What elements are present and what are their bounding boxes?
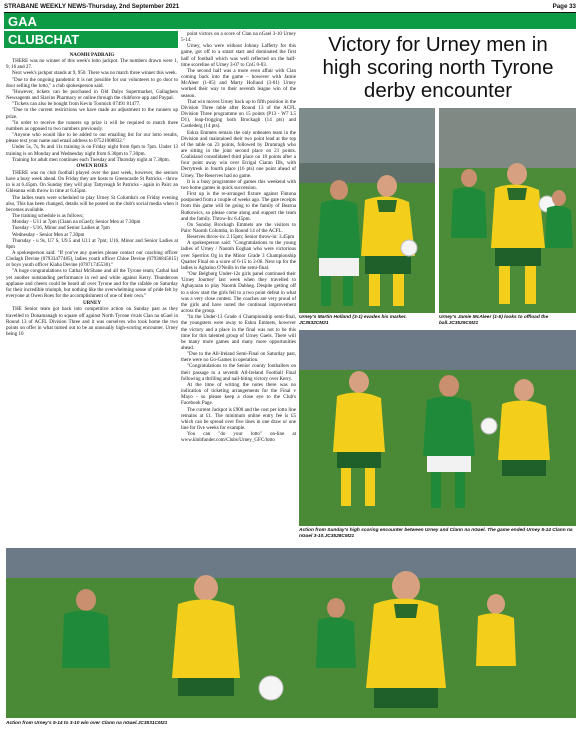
column-paragraph: Monday - U11 at 7pm (Clann na nGael); Senior Men at 7.30pm <box>12 219 141 226</box>
column-paragraph: Reserves throw-in: 2.15pm; Senior throw-in: 3.45pm <box>187 234 295 241</box>
column-paragraph: A spokesperson said: "Congratulations to the young ladies of Urney / Naomh Eoghan who were victorious over Sperrins Og in the Minor Grade 3 Championship Quarter Final on a score of 6-15 to 2-06. Next up for the ladies is Aghaloo O'Neills in the semi-final. <box>181 240 296 271</box>
caption-photo1: Urney's Martin Holland (3-1) evades his marker. JC3532CM21 <box>299 315 407 326</box>
headline-line: Victory for Urney men in <box>328 33 548 56</box>
column-paragraph: THE Senior team got back into competitive action on Sunday past as they travelled to Donamanagh to square off against North Tyrone rivals Clan na nGael in Round 13 of ACFL Division Three and it was ourselves who took home the two points on offer in what turned out to be an unusually high-scoring encounter. Urney being 10 <box>6 306 178 338</box>
column-paragraph: "A huge congratulations to Cathal McShane and all the Tyrone team; Cathal had yet another outstanding performance in red and white against Kerry. Thunderous applause and cheers could be heard all over Tyrone and for the rafalde on Saturday for their incredible triumph, but nothing like the overwhelming sense of pride felt by everyone at Owen Roes for the accomplishment of one of their own." <box>6 268 178 300</box>
column-paragraph: Urney, who were without Johnny Lafferty for this game, got off to a smart start and dominated the first half of football which was well reflected on the half-time scoreline of Urney 3-07 to CnG 0-03. <box>181 43 296 68</box>
column-paragraph: "In order to receive the runners up prize it will be required to match three numbers as opposed to two numbers previously. <box>6 119 178 132</box>
column-paragraph: The ladies team were scheduled to play Urney St Columba's on Friday evening also, This has been changed, details will be posted on the club's social media when it becomes available. <box>6 194 178 213</box>
column-two <box>181 31 296 498</box>
headline-line: derby encounter <box>363 79 513 102</box>
photo-action-wide <box>6 548 576 718</box>
column-paragraph: "Due to the All-Ireland Semi-Final on Saturday past, there were no Go-Games in operation. <box>181 351 296 364</box>
column-paragraph: "Congratulations to the Senior county footballers on their passage to a seventh All-Ireland Football Final following a thrilling and nail-biting victory over Kerry. <box>181 363 296 382</box>
column-paragraph: "However, tickets can be purchased in Old Dalys Supermarket, Gallaghers Newsagents and Slavins Pharmacy or online through the clubforce app and Paypal. <box>6 88 178 102</box>
column-paragraph: At the time of writing the notes there was no indication of ticketing arrangements for the Final v Mayo - so please keep a close eye to the Club's Facebook Page. <box>181 381 296 407</box>
column-paragraph: On Sunday Brockagh Emmets are the visitors to Pairc Naomh Columba, in Round 14 of the ACFL. <box>181 221 296 234</box>
column-paragraph: You can "do your lotto" on-line at www.klubfunder.com/Clubs/Urney_GFC/lotto <box>181 431 296 444</box>
column-paragraph: "Due to the current restrictions we have made an adjustment to the runners up prize. <box>6 107 178 120</box>
publication-line: STRABANE WEEKLY NEWS-Thursday, 2nd September 2021 <box>4 3 180 10</box>
photo-action-urney-clann <box>299 330 576 526</box>
page-number: Page 33 <box>552 3 576 10</box>
column-one <box>6 51 178 634</box>
caption-photo4: Action from Urney's 5-14 to 3-10 win over Clann na nGael.JC3531CM21 <box>6 721 168 726</box>
column-paragraph: Thursday - u 9s, U7 S, U9.5 and U11 at 7pm; U16, Minor and Senior Ladies at 8pm <box>6 237 178 250</box>
club-subheading: URNEY <box>82 299 102 306</box>
column-paragraph: THERE was no winner of this week's lotto jackpot. The numbers drawn were 1, 9, 16 and 27. <box>6 58 178 71</box>
column-paragraph: The second half was a more even affair with Clan coming back into the game – however with Jamie McAleer (1-05) and Marty Holland (3-01) Urney worked their way to their seventh league win of the season. <box>181 67 296 99</box>
column-paragraph: Next week's jackpot stands at 9, 950. There was no match three winner this week. <box>12 70 177 77</box>
headline-line: high scoring north Tyrone <box>322 56 554 79</box>
column-paragraph: First up is the re-arranged fixture against Fintona postponed from a couple of weeks ago. The gate receipts from this game will be going to the family of Bearna Rutkowics, so please come along and support the team and the family. Throw-In: 6.45pm. <box>181 191 296 222</box>
column-paragraph: The training schedule is as follows; <box>12 213 84 220</box>
column-paragraph: "Due to the ongoing pandemic it is not possible for our volunteers to go door to door selling the lotto," a club spokesperson said. <box>6 76 178 89</box>
section-band: GAA <box>4 13 576 29</box>
column-paragraph: A spokesperson said: "If you've any queries please contact our coaching officer Clodagh Devine (07933477485), ladies youth officer Chloe Devine (07936845615) or boys youth officer Kiaba Devine (07871745530)." <box>6 250 178 269</box>
column-paragraph: Under 5s, 7s, 9s and 11s training is on Friday night from 6pm to 7pm. Under 13 training is on Monday and Wednesday night from 6.30pm to 7.30pm. <box>6 144 178 157</box>
club-subheading: NAOMH PADRAIG <box>69 51 115 58</box>
column-paragraph: Tuesday - U16, Minor and Senior Ladies at 7pm <box>12 225 110 232</box>
column-paragraph: Eskra Emmets remain the only unbeaten team in the Division and maintained their two point lead at the top of the table on 23 points, followed by Drumragh who are sitting in the joint second place on 21 points. Coalisland consolidated third place on 18 points after a four point away win over Errigal Ciaran IIIs, with Derrytresk in fourth place (16 pts) one point ahead of Urney. The Reserves had no game. <box>181 129 296 179</box>
column-paragraph: THERE was no club football played over the past week, however, the seniors have a busy week ahead. On Friday they are hosts to Greencastle St Patricks - throw in is at 6.45pm. On Sunday they will play Tattyreagh St Patricks - again in Pairc an Ghleanna with throw in time at 6.45pm. <box>6 169 178 195</box>
headline <box>300 33 576 102</box>
caption-photo3: Action from Sunday's high scoring encounter between Urney and Clann na nGael. The game ended Urney 5-14 Clann na nGael 3-10.JC3528CM21 <box>299 528 573 539</box>
caption-photo2: Urney's Jamie McAleer (1-5) looks to offload the ball.JC3529CM21 <box>439 315 549 326</box>
column-paragraph: The current Jackpot is £900 and the cost per lotto line remains at £1. The minimum online entry fee is £5 which can be spread over five lines in one draw or one line for five weeks for example. <box>181 406 296 431</box>
photo-martin-holland <box>299 108 435 313</box>
club-subheading: OWEN ROES <box>76 163 108 170</box>
column-paragraph: "Anyone who would like to be added to our emailing list for our lotto results, please text your name and email address to 07521008832." <box>6 132 178 145</box>
column-title-band: CLUBCHAT <box>4 31 178 48</box>
column-paragraph: "In the Under-13 Grade 4 Championship semi-final, the youngsters were away to Eskra Emmets, however the victory and a place in the final was not to be this time for this talented group of Urney Gaels. There will be many more games and many more opportunities ahead. <box>181 314 296 351</box>
column-paragraph: Training for adult men continues each Tuesday and Thursday night at 7.30pm. <box>12 156 170 163</box>
column-paragraph: That win moves Urney back up to fifth position in the Division Three table after Round 13 of the ACFL Division Three programme on 15 points (P13 - W7 L5 D1), leap-frogging both Brockagh (14 pts) and Castlederg (14 pts). <box>181 98 296 130</box>
column-paragraph: "Our Belgburg Under-12s girls panel continued their 'Urney Journey' last week when they travelled to Aghayaran to play Naomh Dabheg. Despite getting off to a slow start the girls fell to a two point defeat in what was a very close contest. The coaches are very proud of the girls and have noted the continual improvement across the group. <box>181 271 296 315</box>
column-paragraph: "Tickets can also be bought from Kevin Toomick 07491 81477. <box>12 101 141 108</box>
column-paragraph: point victors on a score of Clan na nGael 3-10 Urney 5-14. <box>181 31 296 44</box>
photo-jamie-mcaleer <box>439 108 576 313</box>
column-paragraph: Wednesday - Senior Men at 7.30pm <box>12 231 85 238</box>
column-paragraph: It is a busy programme of games this weekend with two home games in quick succession. <box>181 178 296 191</box>
